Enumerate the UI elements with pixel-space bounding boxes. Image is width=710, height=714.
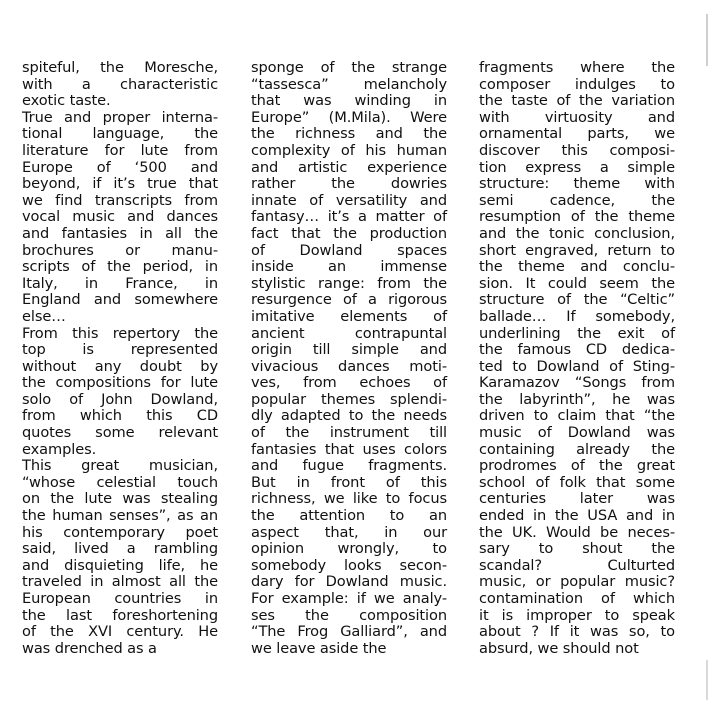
text-line: ancient contrapuntal <box>251 324 447 342</box>
text-line: resumption of the theme <box>479 208 675 226</box>
text-line: with virtuosity and <box>479 108 675 126</box>
text-line: tion express a simple <box>479 158 675 176</box>
text-line: music, or popular music? <box>479 573 675 591</box>
text-line: the last foreshortening <box>22 606 218 624</box>
text-line: fact that the production <box>251 224 447 242</box>
text-line: resurgence of a rigorous <box>251 291 447 309</box>
text-column-3 <box>479 60 675 657</box>
text-line: tional language, the <box>22 125 218 143</box>
text-line: “tassesca” melancholy <box>251 75 447 93</box>
text-line: sion. It could seem the <box>479 274 675 292</box>
text-line: prodromes of the great <box>479 457 675 475</box>
text-line: the UK. Would be neces- <box>479 523 675 541</box>
text-line: and disquieting life, he <box>22 556 218 574</box>
text-line: opinion wrongly, to <box>251 540 447 558</box>
page-edge-mark <box>706 660 708 700</box>
text-line: ended in the USA and in <box>479 507 675 525</box>
text-line: the richness and the <box>251 125 447 143</box>
text-line: examples. <box>22 440 97 458</box>
text-line: composer indulges to <box>479 75 675 93</box>
text-line: said, lived a rambling <box>22 540 218 558</box>
text-line: centuries later was <box>479 490 675 508</box>
text-line: inside an immense <box>251 258 447 276</box>
page-edge-mark <box>706 14 708 66</box>
text-line: and fugue fragments. <box>251 457 447 475</box>
text-line: rather the dowries <box>251 175 447 193</box>
text-line: richness, we like to focus <box>251 490 447 508</box>
text-line: dary for Dowland music. <box>251 573 447 591</box>
text-line: quotes some relevant <box>22 424 218 442</box>
text-line: and artistic experience <box>251 158 447 176</box>
text-line: This great musician, <box>22 457 218 475</box>
text-line: of Dowland spaces <box>251 241 447 259</box>
text-line: the taste of the variation <box>479 92 675 110</box>
text-line: absurd, we should not <box>479 639 639 657</box>
text-line: aspect that, in our <box>251 523 447 541</box>
text-line: that was winding in <box>251 92 447 110</box>
text-line: driven to claim that “the <box>479 407 675 425</box>
text-line: the theme and conclu- <box>479 258 675 276</box>
text-line: For example: if we analy- <box>251 590 447 607</box>
text-line: traveled in almost all the <box>22 573 218 591</box>
text-line: “whose celestial touch <box>22 473 218 491</box>
text-line: ted to Dowland of Sting- <box>479 357 675 375</box>
text-line: from which this CD <box>22 407 218 425</box>
text-line: European countries in <box>22 590 218 607</box>
text-line: on the lute was stealing <box>22 490 218 508</box>
text-line: contamination of which <box>479 590 675 607</box>
text-line: complexity of his human <box>251 141 447 159</box>
text-line: sary to shout the <box>479 540 675 558</box>
text-line: Europe” (M.Mila). Were <box>251 108 447 126</box>
text-line: From this repertory the <box>22 324 218 342</box>
text-line: was drenched as a <box>22 639 157 657</box>
text-line: containing already the <box>479 440 675 458</box>
text-line: structure: theme with <box>479 175 675 193</box>
text-line: fantasy… it’s a matter of <box>251 208 447 226</box>
text-line: popular themes splendi- <box>251 390 447 408</box>
text-line: imitative elements of <box>251 307 447 325</box>
text-line: ornamental parts, we <box>479 125 675 143</box>
text-line: fragments where the <box>479 59 675 76</box>
text-line: of the XVI century. He <box>22 623 218 641</box>
text-line: scripts of the period, in <box>22 258 218 276</box>
text-line: spiteful, the Moresche, <box>22 59 218 76</box>
text-line: scandal? Culturted <box>479 556 675 574</box>
text-line: “The Frog Galliard”, and <box>251 623 447 641</box>
text-line: exotic taste. <box>22 92 111 110</box>
text-line: literature for lute from <box>22 141 218 159</box>
text-line: England and somewhere <box>22 291 218 309</box>
text-line: we leave aside the <box>251 639 387 657</box>
text-line: dly adapted to the needs <box>251 407 447 425</box>
text-line: vocal music and dances <box>22 208 218 226</box>
text-line: top is represented <box>22 341 218 359</box>
text-line: his contemporary poet <box>22 523 218 541</box>
text-line: Karamazov “Songs from <box>479 374 675 392</box>
text-column-1 <box>22 60 218 657</box>
text-line: else… <box>22 307 66 325</box>
text-line: But in front of this <box>251 473 447 491</box>
text-line: origin till simple and <box>251 341 447 359</box>
text-line: ves, from echoes of <box>251 374 447 392</box>
text-line: and the tonic conclusion, <box>479 224 675 242</box>
text-line: sponge of the strange <box>251 59 447 76</box>
text-line: somebody looks secon- <box>251 556 447 574</box>
text-line: it is improper to speak <box>479 606 675 624</box>
text-line: vivacious dances moti- <box>251 357 447 375</box>
text-line: structure of the “Celtic” <box>479 291 675 309</box>
text-line: the famous CD dedica- <box>479 341 675 359</box>
text-line: discover this composi- <box>479 141 675 159</box>
text-line: the labyrinth”, he was <box>479 390 675 408</box>
text-line: and fantasies in all the <box>22 224 218 242</box>
text-line: ballade… If somebody, <box>479 307 675 325</box>
text-line: brochures or manu- <box>22 241 218 259</box>
text-line: with a characteristic <box>22 75 218 93</box>
text-line: fantasies that uses colors <box>251 440 447 458</box>
text-line: we find transcripts from <box>22 191 218 209</box>
text-line: innate of versatility and <box>251 191 447 209</box>
text-line: about ? If it was so, to <box>479 623 675 641</box>
text-line: beyond, if it’s true that <box>22 175 218 193</box>
text-line: ses the composition <box>251 606 447 624</box>
text-line: short engraved, return to <box>479 241 675 259</box>
text-line: Europe of ‘500 and <box>22 158 218 176</box>
text-line: Italy, in France, in <box>22 274 218 292</box>
text-column-2 <box>251 60 447 657</box>
text-line: semi cadence, the <box>479 191 675 209</box>
text-line: music of Dowland was <box>479 424 675 442</box>
text-line: True and proper interna- <box>22 108 218 126</box>
text-line: school of folk that some <box>479 473 675 491</box>
text-line: stylistic range: from the <box>251 274 447 292</box>
text-line: underlining the exit of <box>479 324 675 342</box>
text-line: the human senses”, as an <box>22 507 218 525</box>
text-line: of the instrument till <box>251 424 447 442</box>
text-line: the attention to an <box>251 507 447 525</box>
text-line: without any doubt by <box>22 357 218 375</box>
text-line: the compositions for lute <box>22 374 218 392</box>
text-line: solo of John Dowland, <box>22 390 218 408</box>
